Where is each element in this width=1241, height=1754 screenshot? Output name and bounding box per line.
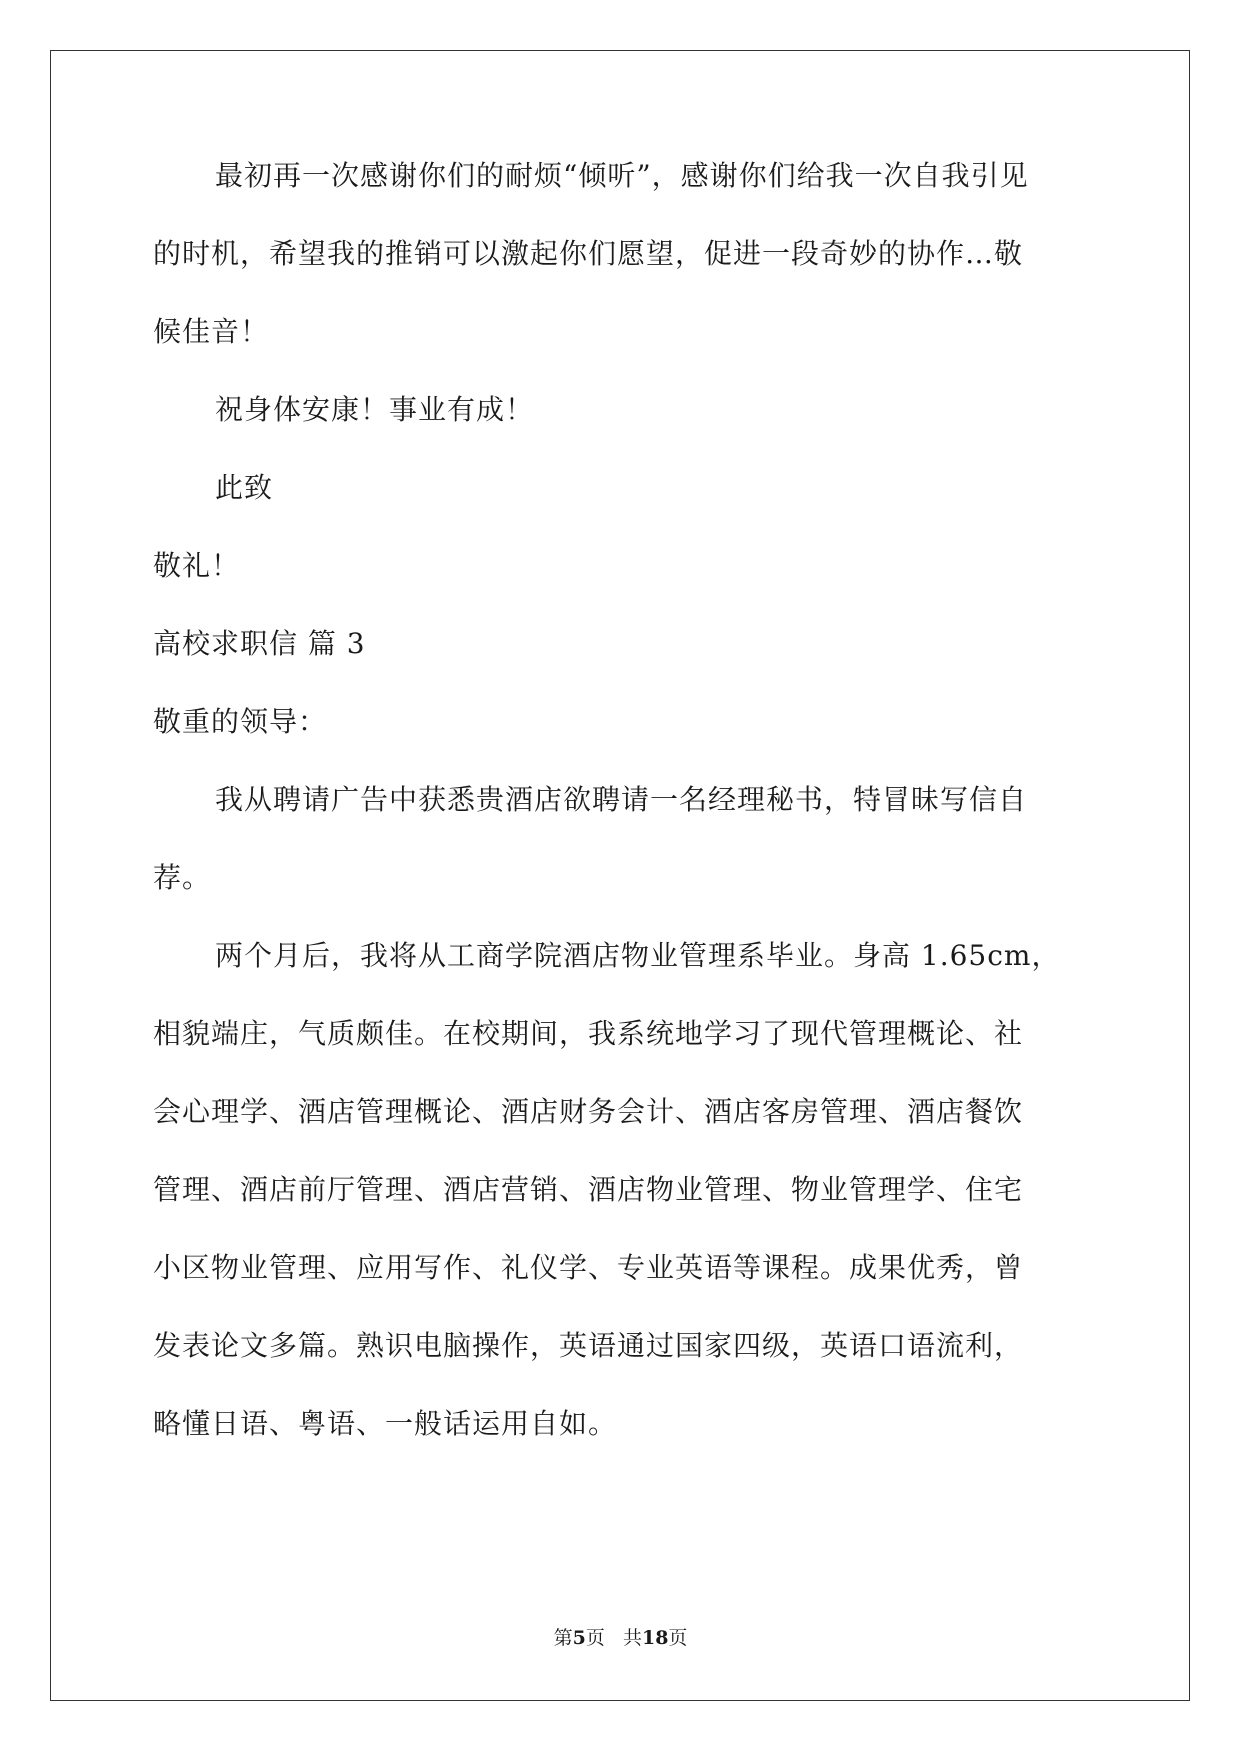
text-line: 管理、酒店前厅管理、酒店营销、酒店物业管理、物业管理学、住宅 (153, 1173, 1024, 1206)
text-line: 我从聘请广告中获悉贵酒店欲聘请一名经理秘书，特冒昧写信自 (215, 783, 1028, 816)
current-page-number: 5 (572, 1627, 586, 1649)
text-line: 发表论文多篇。熟识电脑操作，英语通过国家四级，英语口语流利， (153, 1329, 1024, 1362)
page-suffix: 页 (585, 1627, 605, 1649)
text-line: 最初再一次感谢你们的耐烦“倾听”，感谢你们给我一次自我引见 (215, 159, 1029, 192)
text-line: 的时机，希望我的推销可以激起你们愿望，促进一段奇妙的协作…敬 (153, 237, 1024, 270)
page-prefix: 第 (553, 1627, 573, 1649)
text-line: 两个月后，我将从工商学院酒店物业管理系毕业。身高 1.65cm， (215, 939, 1061, 972)
page-border (50, 50, 1190, 1701)
total-page-count: 18 (641, 1627, 669, 1649)
total-prefix: 共 (622, 1627, 642, 1649)
text-line: 会心理学、酒店管理概论、酒店财务会计、酒店客房管理、酒店餐饮 (153, 1095, 1024, 1128)
salutation: 敬重的领导： (153, 705, 328, 738)
text-line: 相貌端庄，气质颇佳。在校期间，我系统地学习了现代管理概论、社 (153, 1017, 1024, 1050)
text-line: 略懂日语、粤语、一般话运用自如。 (153, 1407, 618, 1440)
text-line: 敬礼！ (153, 549, 241, 582)
text-line: 候佳音！ (153, 315, 270, 348)
section-heading: 高校求职信 篇 3 (153, 627, 366, 660)
total-suffix: 页 (668, 1627, 688, 1649)
text-line: 祝身体安康！事业有成！ (215, 393, 535, 426)
text-line: 小区物业管理、应用写作、礼仪学、专业英语等课程。成果优秀，曾 (153, 1251, 1024, 1284)
text-line: 此致 (215, 471, 274, 504)
text-line: 荐。 (153, 861, 212, 894)
page-number-footer (0, 1626, 1241, 1650)
